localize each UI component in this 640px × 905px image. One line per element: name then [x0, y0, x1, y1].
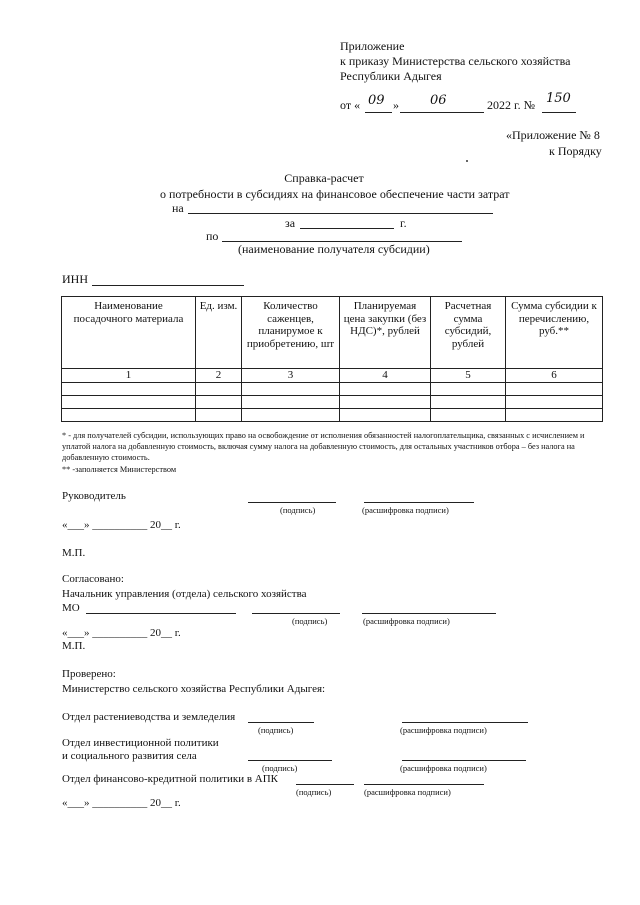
- table-cell[interactable]: [431, 395, 506, 408]
- table-cell[interactable]: [431, 382, 506, 395]
- header-line-1: Приложение: [340, 39, 405, 53]
- date-mid: »: [393, 98, 399, 112]
- decode-caption: (расшифровка подписи): [400, 725, 487, 735]
- date-line: «___» __________ 20__ г.: [62, 627, 181, 639]
- mp-label: М.П.: [62, 640, 86, 652]
- header-line-2: к приказу Министерства сельского хозяйства: [340, 54, 571, 68]
- na-label: на: [172, 201, 184, 215]
- table-cell[interactable]: [196, 382, 242, 395]
- table-row: [62, 395, 603, 408]
- fin-sign-field[interactable]: [296, 784, 354, 785]
- scan-speck: [466, 160, 468, 162]
- table-cell[interactable]: [62, 408, 196, 421]
- appendix-line-2: к Порядку: [549, 144, 602, 158]
- table-cell[interactable]: [242, 408, 340, 421]
- head-label: Руководитель: [62, 490, 126, 502]
- header-line-3: Республики Адыгея: [340, 69, 442, 83]
- head-sign-field[interactable]: [248, 502, 336, 503]
- agreed-sign-field[interactable]: [252, 613, 340, 614]
- invest-decode-field[interactable]: [402, 760, 526, 761]
- mo-field[interactable]: [86, 613, 236, 614]
- col-number: 2: [196, 369, 242, 383]
- table-cell[interactable]: [340, 408, 431, 421]
- purpose-field[interactable]: [188, 213, 493, 214]
- table-cell[interactable]: [506, 382, 603, 395]
- table-cell[interactable]: [62, 382, 196, 395]
- table-cell[interactable]: [196, 395, 242, 408]
- inn-label: ИНН: [62, 272, 88, 286]
- table-row: [62, 408, 603, 421]
- sign-caption: (подпись): [292, 616, 328, 626]
- appendix-line-1: «Приложение № 8: [506, 128, 600, 142]
- mp-label: М.П.: [62, 547, 86, 559]
- decode-caption: (расшифровка подписи): [364, 787, 451, 797]
- col-number: 1: [62, 369, 196, 383]
- doc-title: Справка-расчет: [284, 171, 364, 185]
- table-cell[interactable]: [340, 395, 431, 408]
- po-label: по: [206, 229, 219, 243]
- table-cell[interactable]: [340, 382, 431, 395]
- head-decode-field[interactable]: [364, 502, 474, 503]
- table-cell[interactable]: [431, 408, 506, 421]
- table-cell[interactable]: [242, 382, 340, 395]
- table-number-row: [62, 369, 603, 383]
- col-number: 5: [431, 369, 506, 383]
- table-row: [62, 382, 603, 395]
- col-header: Наименование посадочного материала: [62, 297, 196, 369]
- table-cell[interactable]: [196, 408, 242, 421]
- date-prefix: от «: [340, 98, 361, 112]
- col-header: Количество саженцев, планирумое к приобретению, шт: [242, 297, 340, 369]
- invest-sign-field[interactable]: [248, 760, 332, 761]
- table-cell[interactable]: [506, 395, 603, 408]
- table-cell[interactable]: [506, 408, 603, 421]
- sign-caption: (подпись): [296, 787, 332, 797]
- table-header-row: [62, 297, 603, 369]
- table-cell[interactable]: [62, 395, 196, 408]
- doc-subtitle: о потребности в субсидиях на финансовое обеспечение части затрат: [160, 187, 510, 201]
- decode-caption: (расшифровка подписи): [363, 616, 450, 626]
- footnote-2: ** -заполняется Министерством: [62, 465, 177, 474]
- subsidy-table: [61, 296, 603, 422]
- footnote-1: * - для получателей субсидии, использующих право на освобождение от исполнения обязанностей налогоплательщика, связанных с исчислением и уплатой налога на добавленную стоимость, включая сумму налога на добавленную стоимость, для остальных участников отбора – без налога на добавленную стоимость.: [62, 431, 585, 462]
- date-line: «___» __________ 20__ г.: [62, 797, 181, 809]
- inn-field[interactable]: [92, 285, 244, 286]
- ministry-label: Министерство сельского хозяйства Республики Адыгея:: [62, 683, 326, 695]
- sign-caption: (подпись): [262, 763, 298, 773]
- checked-label: Проверено:: [62, 668, 116, 680]
- year-suffix: г.: [400, 216, 407, 230]
- col-number: 3: [242, 369, 340, 383]
- col-number: 4: [340, 369, 431, 383]
- col-number: 6: [506, 369, 603, 383]
- col-header: Планируемая цена закупки (без НДС)*, рублей: [340, 297, 431, 369]
- table-cell[interactable]: [242, 395, 340, 408]
- mo-label: МО: [62, 602, 80, 614]
- agreed-label: Согласовано:: [62, 573, 124, 585]
- recipient-caption: (наименование получателя субсидии): [238, 242, 430, 256]
- date-line: «___» __________ 20__ г.: [62, 519, 181, 531]
- year-field[interactable]: [300, 228, 394, 229]
- date-month: 06: [430, 93, 447, 108]
- dept-crop-label: Отдел растениеводства и земледелия: [62, 711, 236, 723]
- agreed-decode-field[interactable]: [362, 613, 496, 614]
- sign-caption: (подпись): [280, 505, 316, 515]
- dept-invest-label-1: Отдел инвестиционной политики: [62, 737, 219, 749]
- date-day: 09: [368, 93, 385, 108]
- crop-decode-field[interactable]: [402, 722, 528, 723]
- dept-head-label: Начальник управления (отдела) сельского хозяйства: [62, 588, 307, 600]
- dept-fin-label: Отдел финансово-кредитной политики в АПК: [62, 773, 279, 785]
- dept-invest-label-2: и социального развития села: [62, 750, 197, 762]
- crop-sign-field[interactable]: [248, 722, 314, 723]
- col-header: Сумма субсидии к перечислению, руб.**: [506, 297, 603, 369]
- order-number: 150: [546, 91, 571, 106]
- decode-caption: (расшифровка подписи): [362, 505, 449, 515]
- sign-caption: (подпись): [258, 725, 294, 735]
- decode-caption: (расшифровка подписи): [400, 763, 487, 773]
- fin-decode-field[interactable]: [364, 784, 484, 785]
- col-header: Расчетная сумма субсидий, рублей: [431, 297, 506, 369]
- date-year: 2022 г. №: [487, 98, 536, 112]
- za-label: за: [285, 216, 296, 230]
- col-header: Ед. изм.: [196, 297, 242, 369]
